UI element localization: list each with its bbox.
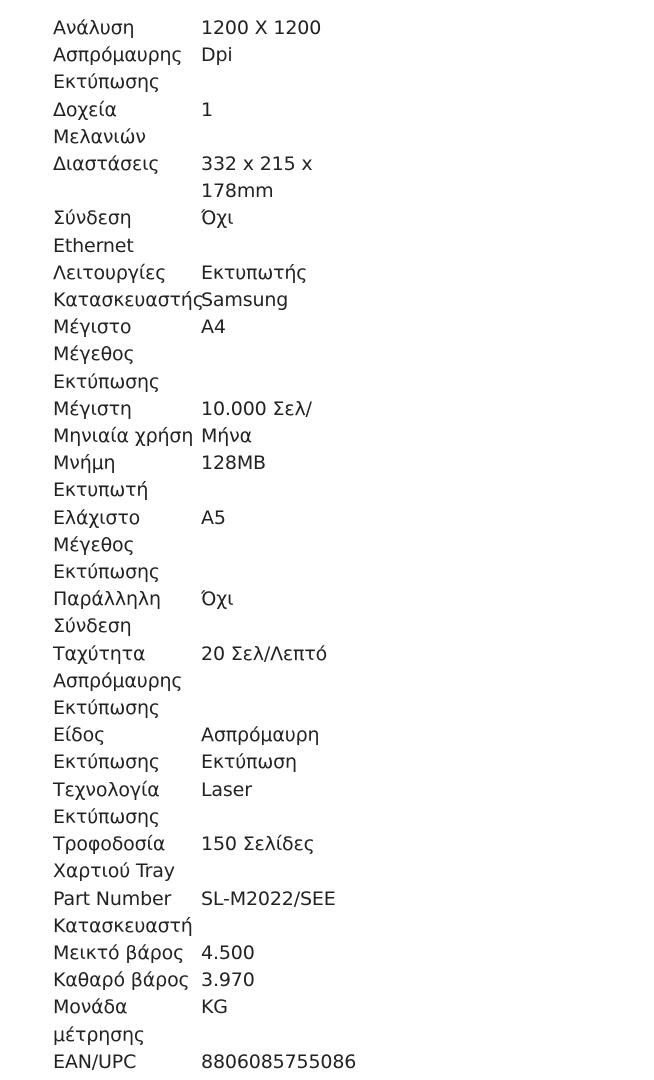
- spec-row: [53, 505, 393, 587]
- spec-row: [53, 586, 393, 640]
- spec-value: Όχι: [201, 207, 234, 230]
- spec-value: 1: [201, 98, 213, 121]
- spec-row: [53, 777, 393, 831]
- spec-value: Εκτυπωτής: [201, 261, 308, 284]
- spec-value: 332 x 215 x 178mm: [201, 153, 313, 203]
- spec-row: [53, 831, 393, 885]
- spec-row: [53, 151, 393, 205]
- spec-label: Ανάλυση Ασπρόμαυρης Εκτύπωσης: [53, 17, 183, 94]
- spec-value: 128MB: [201, 452, 266, 475]
- spec-label: Ελάχιστο Μέγεθος Εκτύπωσης: [53, 506, 160, 584]
- spec-value: 20 Σελ/Λεπτό: [201, 642, 328, 665]
- spec-label: Μέγιστο Μέγεθος Εκτύπωσης: [53, 316, 160, 393]
- spec-row: [53, 396, 393, 450]
- spec-label: Μονάδα μέτρησης: [53, 996, 145, 1046]
- spec-value: A4: [201, 316, 226, 339]
- spec-label: Part Number Κατασκευαστή: [53, 887, 193, 937]
- spec-row: [53, 886, 393, 940]
- spec-value: 1200 X 1200 Dpi: [201, 17, 322, 67]
- spec-label: Μέγιστη Μηνιαία χρήση: [53, 397, 194, 448]
- spec-value: 10.000 Σελ/ Μήνα: [201, 397, 312, 448]
- spec-row: [53, 994, 393, 1048]
- spec-row: [53, 15, 393, 97]
- spec-value: Laser: [201, 778, 252, 801]
- spec-value: KG: [201, 996, 228, 1019]
- spec-row: [53, 450, 393, 504]
- spec-label: Είδος Εκτύπωσης: [53, 724, 160, 774]
- spec-row: [53, 940, 393, 967]
- spec-row: [53, 97, 393, 151]
- spec-label: Διαστάσεις: [53, 153, 160, 176]
- spec-row: [53, 205, 393, 259]
- spec-value: A5: [201, 506, 226, 529]
- spec-label: EAN/UPC: [53, 1050, 137, 1073]
- spec-label: Δοχεία Μελανιών: [53, 98, 146, 148]
- spec-value: 150 Σελίδες: [201, 833, 315, 856]
- spec-row: [53, 287, 393, 314]
- spec-label: Ταχύτητα Ασπρόμαυρης Εκτύπωσης: [53, 642, 183, 720]
- spec-value: Samsung: [201, 289, 289, 312]
- spec-row: [53, 260, 393, 287]
- spec-value: 8806085755086: [201, 1050, 357, 1073]
- spec-row: [53, 314, 393, 396]
- spec-label: Σύνδεση Ethernet: [53, 207, 134, 257]
- spec-label: Λειτουργίες: [53, 261, 167, 284]
- spec-table: [53, 15, 393, 1076]
- spec-label: Τροφοδοσία Χαρτιού Tray: [53, 833, 175, 883]
- spec-value: Ασπρόμαυρη Εκτύπωση: [201, 724, 320, 774]
- spec-row: [53, 967, 393, 994]
- spec-value: 4.500: [201, 941, 255, 964]
- spec-value: SL-M2022/SEE: [201, 887, 336, 910]
- spec-value: 3.970: [201, 969, 255, 992]
- spec-row: [53, 641, 393, 723]
- spec-label: Κατασκευαστής: [53, 289, 204, 312]
- spec-label: Μνήμη Εκτυπωτή: [53, 452, 149, 502]
- spec-label: Τεχνολογία Εκτύπωσης: [53, 778, 160, 828]
- spec-label: Μεικτό βάρος: [53, 941, 185, 964]
- spec-row: [53, 722, 393, 776]
- spec-label: Παράλληλη Σύνδεση: [53, 588, 161, 638]
- spec-label: Καθαρό βάρος: [53, 969, 190, 992]
- spec-value: Όχι: [201, 588, 234, 611]
- spec-row: [53, 1049, 393, 1076]
